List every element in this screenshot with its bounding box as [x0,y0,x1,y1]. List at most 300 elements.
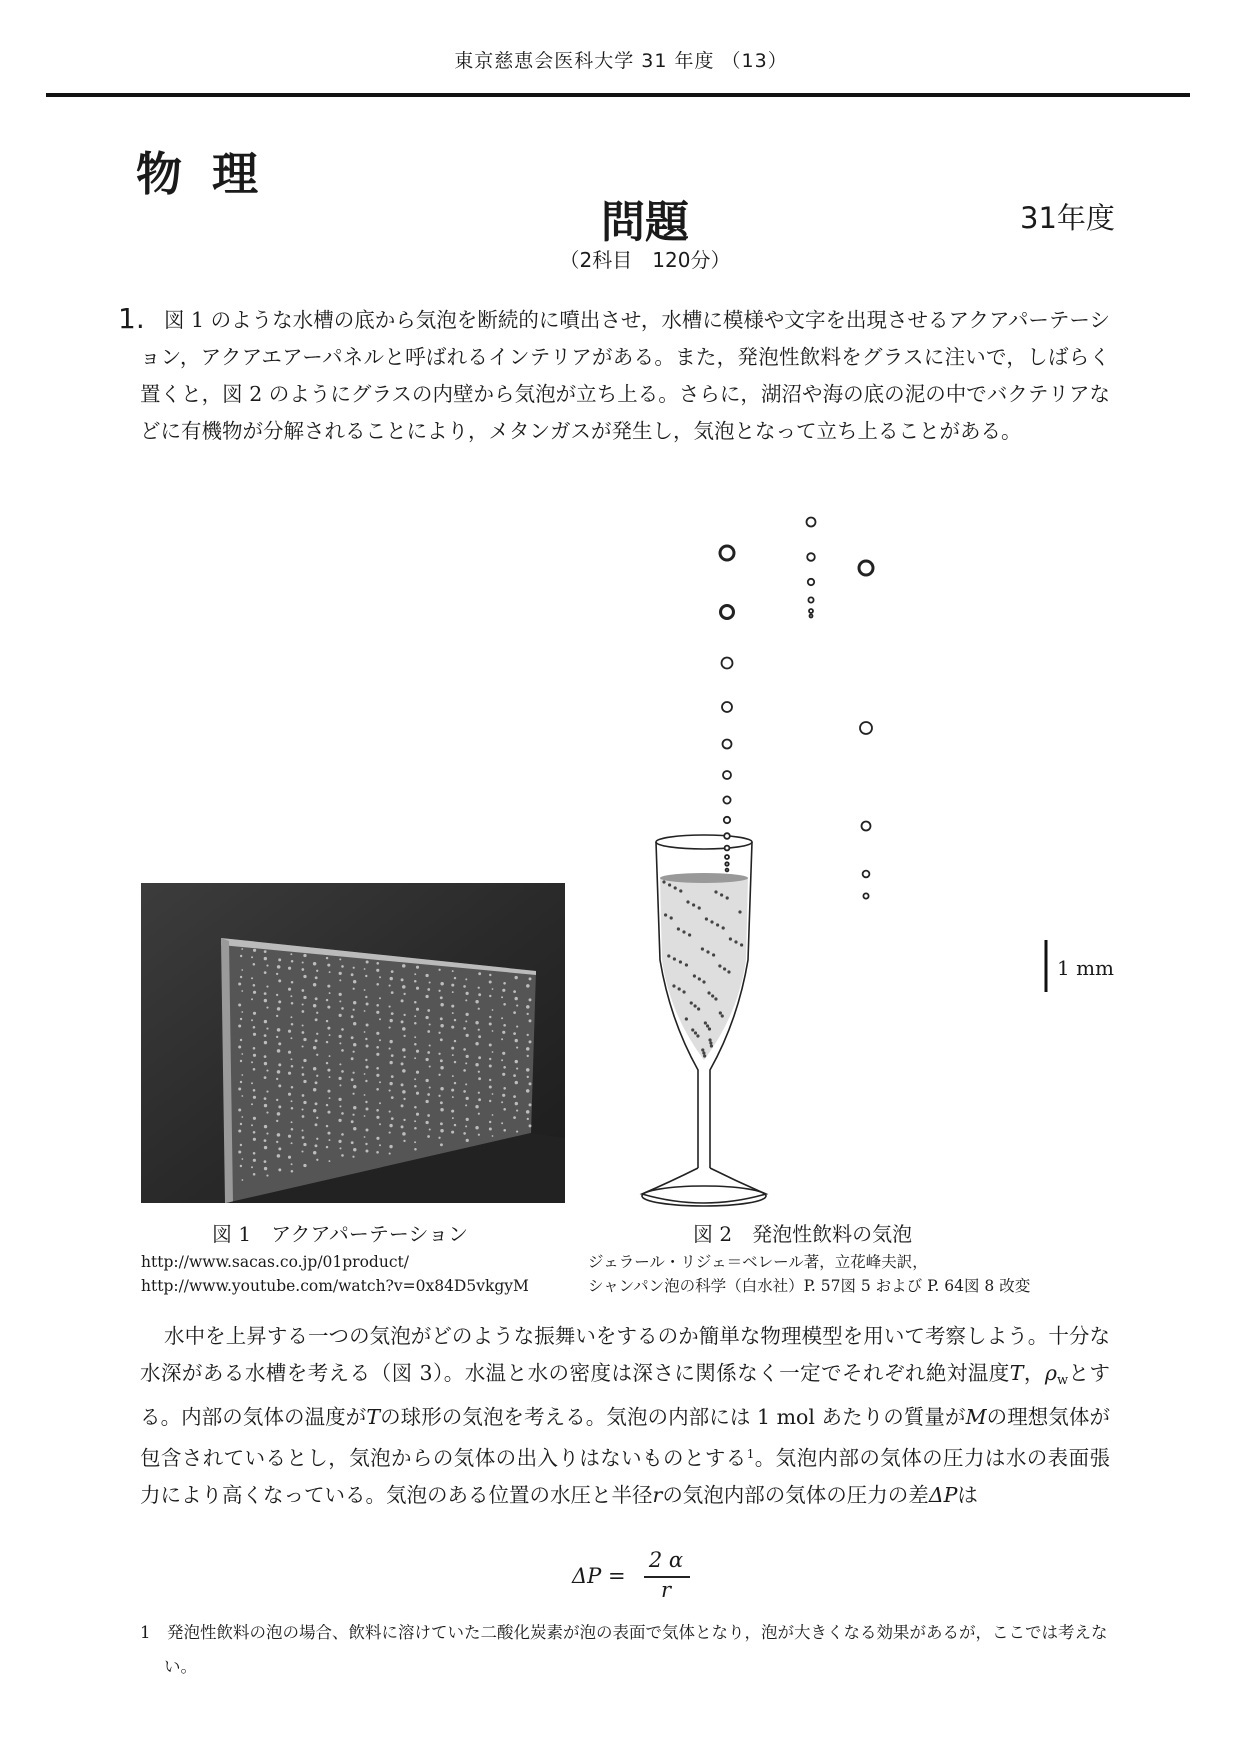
bubble [264,1041,267,1044]
bubble [401,1062,404,1065]
bubble [704,1021,707,1024]
bubble [492,988,494,990]
bubble [302,1031,305,1034]
bubble [403,1098,405,1100]
bubble [251,1124,253,1126]
bubble [463,1027,466,1030]
bubble [516,1131,518,1133]
bubble [466,1013,469,1016]
bubble [526,1005,530,1009]
bubble [277,1070,281,1074]
bubble [466,1097,469,1100]
formula-numerator: 2 α [648,1548,684,1572]
bubble [451,1005,454,1008]
bubble [501,996,503,998]
bubble [376,1004,379,1007]
bubble [492,1093,494,1095]
bubble [302,1073,305,1076]
bubble [339,972,342,975]
bubble [502,1094,505,1097]
bubble [341,1154,344,1157]
bubble [710,1044,713,1047]
bubble [251,998,253,1000]
bubble [667,954,670,957]
bubble [391,1012,394,1015]
bubble [489,974,491,976]
bubble [416,1113,419,1116]
bubble [425,1079,428,1082]
bubble [291,1121,293,1123]
bubble [429,1065,431,1067]
bubble [329,971,331,973]
bubble [492,1051,494,1053]
bubble [303,975,306,978]
bubble [475,1042,478,1045]
bubble [401,978,404,981]
figure-2-sources [588,1250,1030,1298]
bubble [302,1136,305,1139]
bubble [712,953,715,956]
bubble [440,1017,443,1020]
figure-1-photo [141,883,565,1203]
bubble [376,1011,379,1014]
bubble [341,1070,344,1073]
bubble [290,995,292,997]
bubble [529,998,532,1001]
bubble [278,1147,281,1150]
bubble [722,926,725,929]
bubble [277,965,281,969]
formula-denominator: r [660,1578,672,1602]
bubble [414,1120,416,1122]
bubble [414,1141,416,1143]
bubble [389,1132,391,1134]
bubble [808,597,813,602]
bubble [276,1015,278,1017]
bubble [729,937,732,940]
bubble [414,1022,417,1025]
bubble [291,981,294,984]
bubble [253,949,256,952]
bubble [478,1008,480,1010]
bubble [390,977,393,980]
bubble [402,1048,406,1052]
bubble [327,1006,330,1009]
bubble [463,1090,466,1093]
bubble [238,1109,241,1112]
bubble [391,1117,394,1120]
bubble [253,1159,256,1162]
bubble [238,1130,241,1133]
bubble [440,1108,443,1111]
bubble [339,1000,341,1002]
bubble [278,958,281,961]
bubble [478,1056,481,1059]
bubble [414,1057,416,1059]
bubble [389,1090,391,1092]
text-c: の球形の気泡を考える。気泡の内部には 1 mol あたりの質量が [380,1405,966,1429]
bubble [425,1100,428,1103]
bubble [341,1133,344,1136]
bubble [451,1047,454,1050]
bubble [251,1019,253,1021]
bubble [454,1082,456,1084]
bubble [379,1039,381,1041]
bubble [503,1003,506,1006]
bubble [338,1077,341,1080]
footnote-ref: 1 [746,1447,755,1461]
bubble [353,1051,355,1053]
bubble [438,990,440,992]
bubble [724,833,730,839]
bubble [288,1051,291,1054]
bubble [376,969,379,972]
bubble [316,970,318,972]
bubble [290,1016,292,1018]
bubble [489,1023,492,1026]
bubble [501,1017,503,1019]
bubble [315,1144,318,1147]
bubble [465,1104,467,1106]
bubble [529,1040,532,1043]
bubble [315,1102,318,1105]
bubble [391,991,394,994]
bubble [427,1051,430,1054]
bubble [425,995,428,998]
bubble [452,991,454,993]
bubble [691,1028,694,1031]
bubble [429,1128,431,1130]
var-T: T [1009,1361,1024,1385]
bubble [723,796,730,803]
bubble [440,1122,443,1125]
bubble [353,988,355,990]
bubble [708,1027,711,1030]
bubble [278,1084,281,1087]
bubble [288,1072,291,1075]
bubble [526,1089,530,1093]
source-line: ジェラール・リジェ＝ベレール著，立花峰夫訳， [588,1253,928,1271]
bubble [253,963,256,966]
bubble [478,1098,481,1101]
bubble [241,1179,243,1181]
bubble [463,1132,466,1135]
bubble [438,1137,440,1139]
bubble [241,1116,243,1118]
bubble [240,955,242,957]
bubble [810,615,813,618]
var-rho-sub: w [1056,1373,1069,1388]
bubble [327,985,330,988]
bubble [253,1138,256,1141]
bubble [264,992,267,995]
bubble [414,1127,417,1130]
bubble [727,970,730,973]
bubble [466,1055,469,1058]
bubble [365,1059,367,1061]
bubble [451,984,454,987]
bubble [489,995,491,997]
bubble [366,1003,369,1006]
bubble [266,1028,268,1030]
bubble [253,1096,256,1099]
bubble [440,1024,443,1027]
bubble [688,933,691,936]
bubble [466,1139,469,1142]
bubble [391,1075,394,1078]
bubble [315,1081,318,1084]
bubble [489,1128,492,1131]
bubble [503,1129,506,1132]
bubble [662,880,665,883]
bubble [351,1078,354,1081]
bubble [707,991,710,994]
bubble [679,960,682,963]
bubble [278,1168,281,1171]
bubble [366,961,369,964]
bubble [339,1084,341,1086]
bubble [276,1099,278,1101]
bubble [353,1043,356,1046]
bubble [277,1007,281,1011]
bubble [475,1105,478,1108]
bubble [313,1109,316,1112]
bubble [452,1096,454,1098]
bubble [440,1059,443,1062]
bubble [501,1038,503,1040]
bubble [315,976,318,979]
bubble [238,1046,241,1049]
bubble [526,1068,530,1072]
bubble [515,1081,518,1084]
bubble [302,961,304,963]
bubble [329,1097,331,1099]
bubble [338,1140,341,1143]
bubble [664,913,667,916]
bubble [427,1135,430,1138]
bubble [341,1112,344,1115]
bubble [253,1012,256,1015]
bubble [251,1103,253,1105]
bubble [276,973,278,975]
bubble [475,1021,478,1024]
bubble [427,1030,430,1033]
bubble [492,1009,494,1011]
bubble [529,977,532,980]
bubble [677,927,680,930]
bubble [526,984,530,988]
bubble [454,1040,456,1042]
bubble [253,1089,256,1092]
bubble [291,1100,293,1102]
bubble [291,1023,294,1026]
bubble [527,1013,529,1015]
bubble [859,561,873,575]
bubble [240,1081,242,1083]
bubble [425,1058,428,1061]
bubble [264,1034,267,1037]
bubble [315,1039,318,1042]
bubble [529,1082,532,1085]
bubble [327,1027,330,1030]
figure-2-drawing [600,510,1120,1210]
bubble [403,1140,405,1142]
bubble [711,994,714,997]
bubble [240,1165,242,1167]
bubble [339,979,341,981]
bubble [391,1054,394,1057]
bubble [303,1143,306,1146]
bubble [238,1004,241,1007]
bubble [502,1052,505,1055]
bubble [241,990,243,992]
bubble [313,962,316,965]
bubble [241,1053,243,1055]
bubble [489,1044,492,1047]
bubble [291,1128,294,1131]
bubble [288,1156,291,1159]
bubble [489,1016,491,1018]
bubble [670,916,673,919]
bubble [527,1076,529,1078]
bubble [674,886,677,889]
bubble [478,1077,481,1080]
bubble [338,1119,341,1122]
bubble [288,988,291,991]
bubble [452,1075,454,1077]
bubble [403,1119,405,1121]
bubble [529,1124,532,1127]
bubble [326,999,328,1001]
bubble [353,1127,356,1130]
bubble [276,1141,278,1143]
bubble [709,1041,712,1044]
bubble [452,970,454,972]
bubble [301,989,304,992]
bubble [682,930,685,933]
bubble [403,1056,405,1058]
header-rule [46,93,1190,97]
bubble [710,920,713,923]
bubble [316,1159,318,1161]
bubble [376,1032,379,1035]
bubble [690,1001,693,1004]
bubble [301,968,304,971]
bubble [724,817,730,823]
bubble [278,1000,281,1003]
bubble [290,953,292,955]
bubble [389,1040,392,1043]
bubble [288,1135,291,1138]
bubble [516,1026,518,1028]
bubble [326,957,328,959]
bubble [251,1166,253,1168]
bubble [440,1087,443,1090]
bubble [264,1062,267,1065]
bubble [266,1133,268,1135]
bubble [365,996,367,998]
bubble [240,1018,242,1020]
bubble [692,903,695,906]
bubble [277,1049,281,1053]
bubble [513,1032,516,1035]
bubble [313,1067,316,1070]
bubble [238,983,241,986]
bubble [454,1061,456,1063]
bubble [465,1020,467,1022]
bubble [276,1078,278,1080]
bubble [253,1173,256,1176]
bubble [339,1063,341,1065]
bubble [465,978,467,980]
bubble [440,1101,443,1104]
bubble [402,1132,406,1136]
bubble [401,1125,404,1128]
var-M: M [965,1405,987,1429]
bubble [326,1146,328,1148]
bubble [478,972,481,975]
bubble [365,1101,367,1103]
bubble [351,1015,354,1018]
bubble [329,1160,331,1162]
bubble [703,1054,706,1057]
bubble [364,1073,366,1075]
bubble [678,987,681,990]
bubble [302,1045,304,1047]
bubble [291,1107,294,1110]
figure-1-sources [141,1250,529,1298]
bubble [251,1061,253,1063]
bubble [416,966,419,969]
bubble [426,1121,429,1124]
text-a: 水中を上昇する一つの気泡がどのような振舞いをするのか簡単な物理模型を用いて考察しよう。十分な水深がある水槽を考える（図 3）。水温と水の密度は深さに関係なく一定でそれぞれ絶対温度 [140,1324,1110,1385]
bubble [501,1101,503,1103]
bubble [440,1143,443,1146]
bubble [339,993,342,996]
bubble [365,975,367,977]
bubble [376,983,379,986]
bubble [379,1081,381,1083]
bubble [478,1113,480,1115]
bubble [463,985,466,988]
bubble [416,1050,419,1053]
bubble [427,988,430,991]
bubble [353,1009,355,1011]
bubble [316,1075,318,1077]
bubble [303,1059,306,1062]
bubble [253,1033,256,1036]
bubble [414,1106,417,1109]
bubble [316,1033,318,1035]
bubble [414,1043,417,1046]
bubble [278,979,281,982]
bubble [365,1143,367,1145]
bubble [264,999,267,1002]
bubble [266,986,268,988]
bubble [376,1053,379,1056]
bubble [721,1014,724,1017]
bubble [353,1022,356,1025]
bubble [701,1048,704,1051]
bubble [673,957,676,960]
bubble [427,1093,430,1096]
bubble [451,1110,454,1113]
bubble [352,1093,354,1095]
bubble [401,1104,404,1107]
bubble [698,906,701,909]
bubble [527,1034,529,1036]
bubble [253,1152,256,1155]
